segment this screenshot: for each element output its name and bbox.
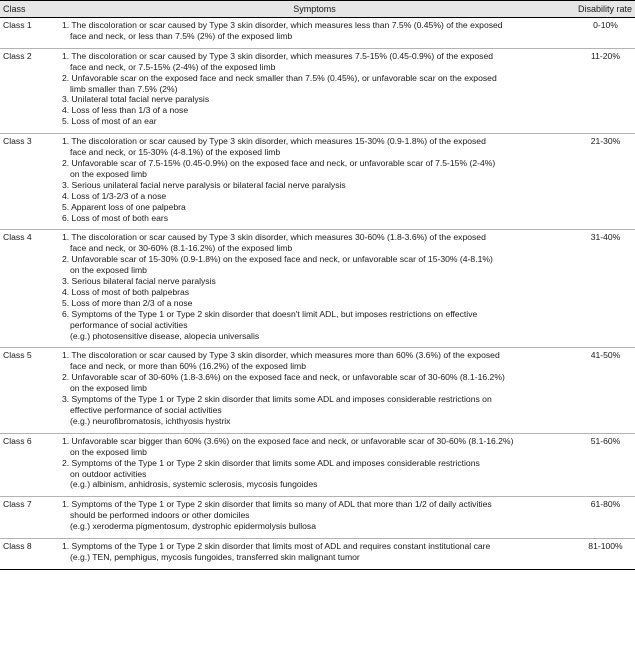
symptom-line: 2. Unfavorable scar of 7.5-15% (0.45-0.9%) on the exposed face and neck, or unfavorable scar of 7.5-15% (2-4%) — [62, 157, 496, 168]
symptom-line: should be performed indoors or other domiciles — [70, 510, 250, 521]
symptom-line: 4. Loss of less than 1/3 of a nose — [62, 105, 189, 116]
disability-rate-cell: 61-80% — [573, 497, 635, 539]
symptoms-cell — [56, 539, 573, 570]
symptom-line: face and neck, or less than 7.5% (2%) of the exposed limb — [70, 30, 293, 41]
disability-rate-cell: 0-10% — [573, 18, 635, 49]
symptoms-cell — [56, 134, 573, 230]
table-body — [0, 18, 635, 570]
symptom-line: 1. Unfavorable scar bigger than 60% (3.6%) on the exposed face and neck, or unfavorable scar of 30-60% (8.1-16.2%) — [62, 435, 514, 446]
symptom-line: 4. Loss of 1/3-2/3 of a nose — [62, 190, 167, 201]
symptom-line: 3. Unilateral total facial nerve paralysis — [62, 94, 210, 105]
symptom-line: on the exposed limb — [70, 168, 147, 179]
header-symptoms: Symptoms — [56, 1, 573, 18]
symptom-line: performance of social activities — [70, 319, 188, 330]
symptom-line: 3. Symptoms of the Type 1 or Type 2 skin disorder that limits some ADL and imposes considerable restrictions on — [62, 394, 492, 405]
disability-rate-cell: 41-50% — [573, 348, 635, 433]
symptom-line: on the exposed limb — [70, 383, 147, 394]
symptom-line: (e.g.) neurofibromatosis, ichthyosis hystrix — [70, 415, 231, 426]
symptom-line: 2. Unfavorable scar on the exposed face and neck smaller than 7.5% (0.45%), or unfavorable scar on the exposed — [62, 72, 497, 83]
symptom-line: on the exposed limb — [70, 265, 147, 276]
class-cell: Class 7 — [0, 497, 56, 539]
symptom-line: face and neck, or 15-30% (4-8.1%) of the exposed limb — [70, 147, 281, 158]
table-row — [0, 497, 635, 539]
symptom-line: face and neck, or more than 60% (16.2%) of the exposed limb — [70, 361, 306, 372]
header-class: Class — [0, 1, 56, 18]
header-row — [0, 1, 635, 18]
symptom-line: 3. Serious unilateral facial nerve paralysis or bilateral facial nerve paralysis — [62, 179, 346, 190]
disability-rate-cell: 51-60% — [573, 433, 635, 497]
symptom-line: 6. Loss of most of both ears — [62, 212, 169, 223]
table-row — [0, 48, 635, 133]
class-cell: Class 4 — [0, 230, 56, 348]
table-row — [0, 348, 635, 433]
symptom-line: 6. Symptoms of the Type 1 or Type 2 skin disorder that doesn't limit ADL, but imposes restrictions on effective — [62, 308, 478, 319]
symptom-line: 1. Symptoms of the Type 1 or Type 2 skin disorder that limits so many of ADL that more than 1/2 of daily activities — [62, 499, 492, 510]
table-row — [0, 539, 635, 570]
symptom-line: 5. Apparent loss of one palpebra — [62, 201, 186, 212]
symptom-line: 1. The discoloration or scar caused by Type 3 skin disorder, which measures 30-60% (1.8-3.6%) of the exposed — [62, 232, 486, 243]
symptom-line: (e.g.) TEN, pemphigus, mycosis fungoides, transferred skin malignant tumor — [70, 551, 360, 562]
symptoms-cell — [56, 230, 573, 348]
symptoms-cell — [56, 433, 573, 497]
symptom-line: limb smaller than 7.5% (2%) — [70, 83, 178, 94]
symptom-line: 1. The discoloration or scar caused by Type 3 skin disorder, which measures 7.5-15% (0.45-0.9%) of the exposed — [62, 50, 494, 61]
symptom-line: 2. Unfavorable scar of 15-30% (0.9-1.8%) on the exposed face and neck, or unfavorable scar of 15-30% (4-8.1%) — [62, 254, 493, 265]
disability-rate-cell: 21-30% — [573, 134, 635, 230]
symptom-line: 2. Symptoms of the Type 1 or Type 2 skin disorder that limits some ADL and imposes considerable restrictions — [62, 457, 480, 468]
table-row — [0, 230, 635, 348]
class-cell: Class 3 — [0, 134, 56, 230]
symptom-line: effective performance of social activities — [70, 405, 222, 415]
header-disability-rate: Disability rate — [573, 1, 635, 18]
symptom-line: 1. The discoloration or scar caused by Type 3 skin disorder, which measures more than 60% (3.6%) of the exposed — [62, 350, 500, 361]
symptom-line: 4. Loss of most of both palpebras — [62, 286, 190, 297]
class-cell: Class 8 — [0, 539, 56, 570]
symptom-line: 5. Loss of more than 2/3 of a nose — [62, 297, 193, 308]
symptoms-cell — [56, 348, 573, 433]
symptom-line: on outdoor activities — [70, 468, 147, 479]
symptoms-cell — [56, 18, 573, 49]
symptom-line: (e.g.) albinism, anhidrosis, systemic sclerosis, mycosis fungoides — [70, 479, 318, 490]
class-cell: Class 5 — [0, 348, 56, 433]
symptom-line: on the exposed limb — [70, 446, 147, 457]
symptom-line: 5. Loss of most of an ear — [62, 116, 157, 127]
class-cell: Class 1 — [0, 18, 56, 49]
table-row — [0, 18, 635, 49]
table-row — [0, 134, 635, 230]
class-cell: Class 2 — [0, 48, 56, 133]
table-row — [0, 433, 635, 497]
symptom-line: 3. Serious bilateral facial nerve paralysis — [62, 276, 216, 287]
symptoms-cell — [56, 497, 573, 539]
symptom-line: 1. The discoloration or scar caused by Type 3 skin disorder, which measures less than 7.5% (0.45%) of the exposed — [62, 20, 503, 30]
disability-rate-cell: 81-100% — [573, 539, 635, 570]
symptom-line: face and neck, or 7.5-15% (2-4%) of the exposed limb — [70, 61, 276, 72]
symptom-line: (e.g.) photosensitive disease, alopecia universalis — [70, 330, 260, 341]
table-header — [0, 1, 635, 18]
disability-rate-cell: 31-40% — [573, 230, 635, 348]
disability-rate-cell: 11-20% — [573, 48, 635, 133]
symptom-line: 1. The discoloration or scar caused by Type 3 skin disorder, which measures 15-30% (0.9-1.8%) of the exposed — [62, 136, 486, 147]
symptom-line: face and neck, or 30-60% (8.1-16.2%) of the exposed limb — [70, 243, 293, 254]
symptom-line: (e.g.) xeroderma pigmentosum, dystrophic epidermolysis bullosa — [70, 521, 316, 532]
symptoms-cell — [56, 48, 573, 133]
symptom-line: 2. Unfavorable scar of 30-60% (1.8-3.6%) on the exposed face and neck, or unfavorable scar of 30-60% (8.1-16.2%) — [62, 372, 505, 383]
symptom-line: 1. Symptoms of the Type 1 or Type 2 skin disorder that limits most of ADL and requires constant institutional care — [62, 541, 491, 552]
class-cell: Class 6 — [0, 433, 56, 497]
